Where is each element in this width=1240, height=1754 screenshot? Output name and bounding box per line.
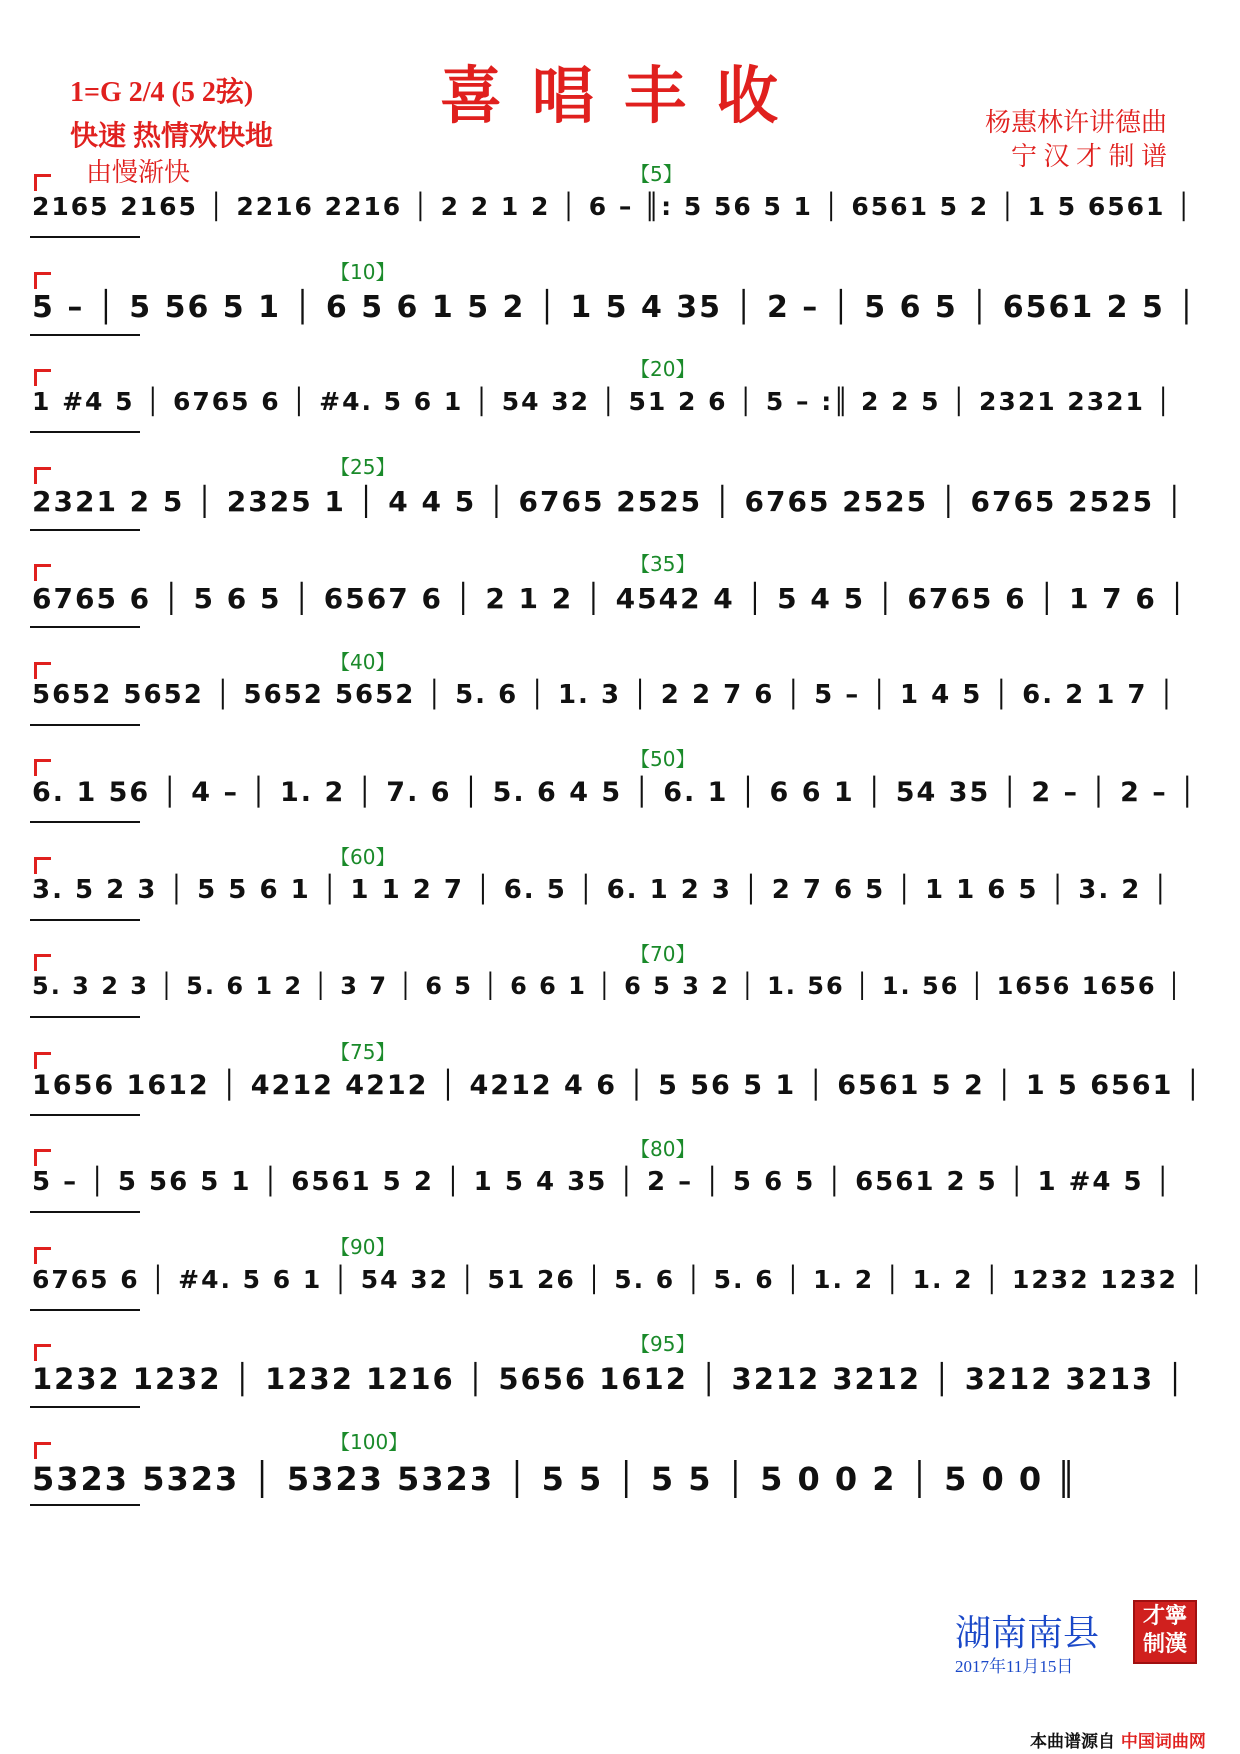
jianpu-notes: 1656 1612 │ 4212 4212 │ 4212 4 6 │ 5 56 5 1 │ 6561 5 2 │ 1 5 6561 │: [32, 1069, 1204, 1101]
beam-line: [30, 724, 140, 726]
notation-system: [30, 345, 1210, 445]
jianpu-notes: 6765 6 │ 5 6 5 │ 6567 6 │ 2 1 2 │ 4542 4 │ 5 4 5 │ 6765 6 │ 1 7 6 │: [32, 582, 1188, 615]
measure-number: 【20】: [630, 357, 696, 381]
notation-system: [30, 1125, 1210, 1225]
measure-number: 【95】: [630, 1332, 696, 1356]
beam-line: [30, 1309, 140, 1311]
beam-line: [30, 919, 140, 921]
arranger-credit: 宁 汉 才 制 谱: [1011, 142, 1168, 171]
page-title: 喜唱丰收: [440, 63, 809, 131]
bow-mark-icon: [34, 174, 51, 191]
beam-line: [30, 236, 140, 238]
bow-mark-icon: [34, 954, 51, 971]
beam-line: [30, 334, 140, 336]
jianpu-notes: 1 #4 5 │ 6765 6 │ #4. 5 6 1 │ 54 32 │ 51 2 6 │ 5 – :║ 2 2 5 │ 2321 2321 │: [32, 387, 1173, 416]
jianpu-notes: 6765 6 │ #4. 5 6 1 │ 54 32 │ 51 26 │ 5. 6 │ 5. 6 │ 1. 2 │ 1. 2 │ 1232 1232 │: [32, 1264, 1206, 1294]
jianpu-notes: 2321 2 5 │ 2325 1 │ 4 4 5 │ 6765 2525 │ 6765 2525 │ 6765 2525 │: [32, 484, 1185, 518]
notation-system: [30, 1223, 1210, 1323]
notation-system: [30, 638, 1210, 738]
measure-number: 【5】: [630, 162, 683, 186]
jianpu-notes: 5 – │ 5 56 5 1 │ 6 5 6 1 5 2 │ 1 5 4 35 │ 2 – │ 5 6 5 │ 6561 2 5 │: [32, 289, 1198, 325]
composer-credit: 杨惠林许讲德曲: [985, 108, 1168, 137]
notation-system: [30, 540, 1210, 640]
gradual-tempo-marking: 由慢渐快: [86, 158, 191, 187]
bow-mark-icon: [34, 662, 51, 679]
measure-number: 【70】: [630, 942, 696, 966]
bow-mark-icon: [34, 1149, 51, 1166]
jianpu-notes: 6. 1 56 │ 4 – │ 1. 2 │ 7. 6 │ 5. 6 4 5 │ 6. 1 │ 6 6 1 │ 54 35 │ 2 – │ 2 – │: [32, 777, 1198, 808]
notation-system: [30, 150, 1210, 250]
measure-number: 【25】: [330, 454, 396, 479]
measure-number: 【50】: [630, 747, 696, 771]
footer-place: 湖南南县: [955, 1613, 1100, 1654]
bow-mark-icon: [34, 467, 51, 484]
measure-number: 【35】: [630, 552, 696, 576]
beam-line: [30, 1211, 140, 1213]
notation-system: [30, 1028, 1210, 1128]
beam-line: [30, 1114, 140, 1116]
notation-system: [30, 833, 1210, 933]
beam-line: [30, 821, 140, 823]
jianpu-notes: 5. 3 2 3 │ 5. 6 1 2 │ 3 7 │ 6 5 │ 6 6 1 │ 6 5 3 2 │ 1. 56 │ 1. 56 │ 1656 1656 │: [32, 972, 1184, 1000]
bow-mark-icon: [34, 272, 51, 289]
bow-mark-icon: [34, 1052, 51, 1069]
jianpu-notes: 2165 2165 │ 2216 2216 │ 2 2 1 2 │ 6 – ║: 5 56 5 1 │ 6561 5 2 │ 1 5 6561 │: [32, 192, 1194, 221]
footer-date: 2017年11月15日: [955, 1657, 1074, 1676]
jianpu-notes: 5 – │ 5 56 5 1 │ 6561 5 2 │ 1 5 4 35 │ 2 – │ 5 6 5 │ 6561 2 5 │ 1 #4 5 │: [32, 1167, 1173, 1197]
jianpu-notes: 5323 5323 │ 5323 5323 │ 5 5 │ 5 5 │ 5 0 0 2 │ 5 0 0 ║: [32, 1459, 1078, 1498]
notation-system: [30, 443, 1210, 543]
tempo-marking: 快速 热情欢快地: [70, 121, 274, 152]
beam-line: [30, 1406, 140, 1408]
beam-line: [30, 1504, 140, 1506]
notation-system: [30, 248, 1210, 348]
bow-mark-icon: [34, 369, 51, 386]
measure-number: 【90】: [330, 1234, 396, 1259]
bow-mark-icon: [34, 1247, 51, 1264]
beam-line: [30, 431, 140, 433]
beam-line: [30, 529, 140, 531]
measure-number: 【40】: [330, 649, 396, 674]
notation-system: [30, 930, 1210, 1030]
bow-mark-icon: [34, 564, 51, 581]
jianpu-notes: 5652 5652 │ 5652 5652 │ 5. 6 │ 1. 3 │ 2 2 7 6 │ 5 – │ 1 4 5 │ 6. 2 1 7 │: [32, 679, 1177, 710]
jianpu-notes: 3. 5 2 3 │ 5 5 6 1 │ 1 1 2 7 │ 6. 5 │ 6. 1 2 3 │ 2 7 6 5 │ 1 1 6 5 │ 3. 2 │: [32, 874, 1171, 905]
bow-mark-icon: [34, 759, 51, 776]
notation-system: [30, 1320, 1210, 1420]
beam-line: [30, 626, 140, 628]
notation-system: [30, 1418, 1210, 1518]
source-credit: [1030, 1727, 1206, 1752]
bow-mark-icon: [34, 1442, 51, 1459]
notation-system: [30, 735, 1210, 835]
source-site-link[interactable]: 中国词曲网: [1120, 1732, 1206, 1752]
key-signature: 1=G 2/4 (5 2弦): [70, 77, 254, 108]
measure-number: 【80】: [630, 1137, 696, 1161]
bow-mark-icon: [34, 1344, 51, 1361]
beam-line: [30, 1016, 140, 1018]
measure-number: 【60】: [330, 844, 396, 869]
source-prefix: 本曲谱源自: [1030, 1732, 1115, 1752]
bow-mark-icon: [34, 857, 51, 874]
jianpu-notes: 1232 1232 │ 1232 1216 │ 5656 1612 │ 3212 3212 │ 3212 3213 │: [32, 1362, 1186, 1396]
measure-number: 【10】: [330, 259, 396, 284]
measure-number: 【100】: [330, 1429, 409, 1454]
measure-number: 【75】: [330, 1039, 396, 1064]
seal-stamp: 才寧 制漢: [1133, 1600, 1197, 1664]
